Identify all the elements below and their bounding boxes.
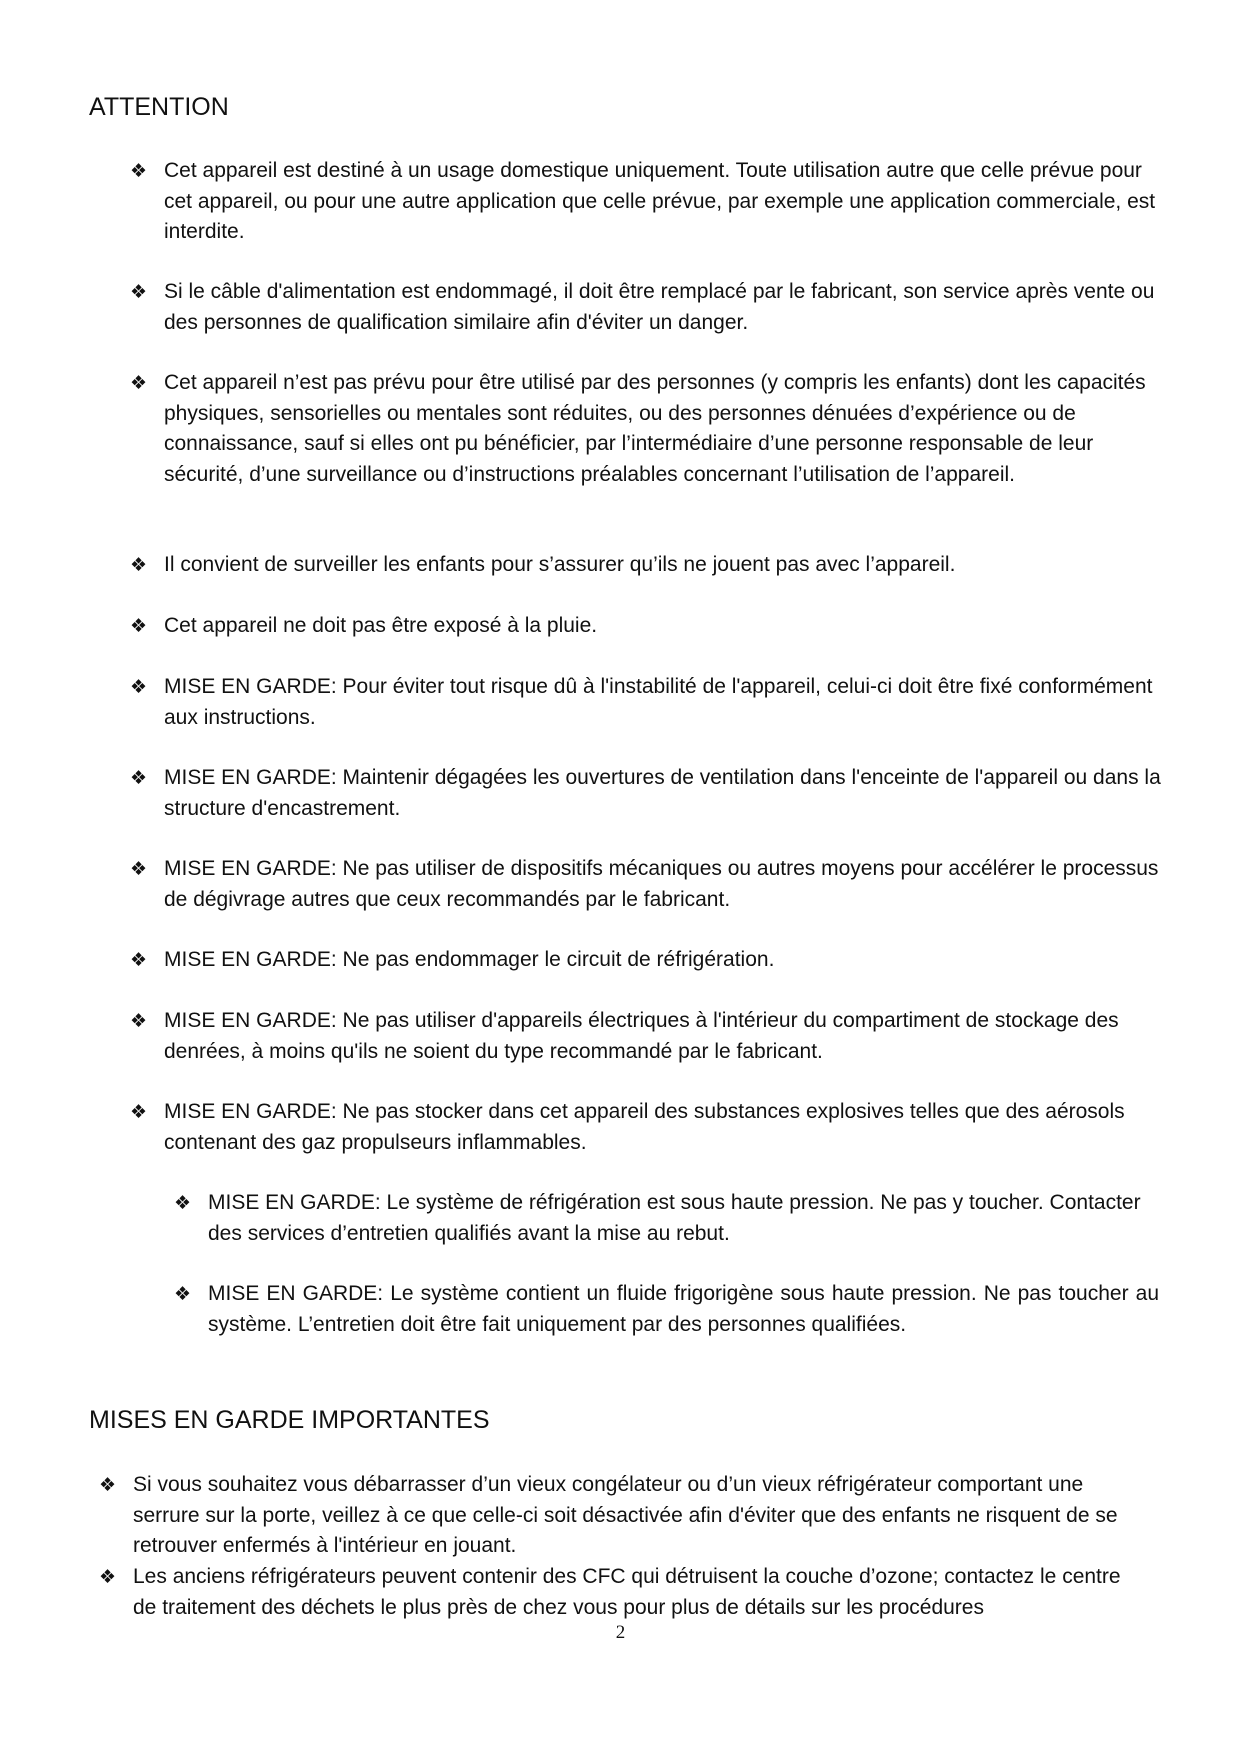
list-item-text: MISE EN GARDE: Ne pas endommager le circuit de réfrigération. (164, 948, 775, 971)
list-item-text: MISE EN GARDE: Maintenir dégagées les ouvertures de ventilation dans l'enceinte de l'appareil ou dans la structure d'encastrement. (164, 766, 1161, 820)
list-item-text: MISE EN GARDE: Pour éviter tout risque dû à l'instabilité de l'appareil, celui-ci doit être fixé conformément aux instructions. (164, 675, 1153, 729)
list-item-text: MISE EN GARDE: Ne pas utiliser d'appareils électriques à l'intérieur du compartiment de stockage des denrées, à moins qu'ils ne soient du type recommandé par le fabricant. (164, 1009, 1119, 1063)
list-item (130, 672, 1175, 733)
nested-list-item (174, 1279, 1159, 1340)
diamond-bullet-icon: ❖ (130, 282, 148, 303)
list-item (130, 854, 1175, 915)
attention-heading: ATTENTION (89, 93, 229, 121)
diamond-bullet-icon: ❖ (130, 677, 148, 698)
page-number: 2 (615, 1622, 626, 1643)
list-item (130, 277, 1175, 338)
diamond-bullet-icon: ❖ (130, 768, 148, 789)
list-item-text: Cet appareil ne doit pas être exposé à la pluie. (164, 614, 598, 637)
diamond-bullet-icon: ❖ (130, 616, 148, 637)
diamond-bullet-icon: ❖ (99, 1567, 117, 1588)
list-item-text: Cet appareil est destiné à un usage domestique uniquement. Toute utilisation autre que celle prévue pour cet appareil, ou pour une autre application que celle prévue, par exemple une application commerciale, est interdite. (164, 159, 1156, 243)
important-warnings-heading: MISES EN GARDE IMPORTANTES (89, 1406, 490, 1434)
nested-list-item (174, 1188, 1159, 1249)
diamond-bullet-icon: ❖ (130, 373, 148, 394)
list-item (130, 550, 1175, 581)
list-item-text: MISE EN GARDE: Le système contient un fluide frigorigène sous haute pression. Ne pas toucher au système. L’entretien doit être fait uniquement par des personnes qualifiées. (208, 1282, 1159, 1336)
list-item-text: Si vous souhaitez vous débarrasser d’un vieux congélateur ou d’un vieux réfrigérateur comportant une serrure sur la porte, veillez à ce que celle-ci soit désactivée afin d'éviter que des enfants ne risquent de se retrouver enfermés à l'intérieur en jouant. (133, 1473, 1118, 1557)
list-item-text: MISE EN GARDE: Ne pas stocker dans cet appareil des substances explosives telles que des aérosols contenant des gaz propulseurs inflammables. (164, 1100, 1125, 1154)
diamond-bullet-icon: ❖ (130, 1102, 148, 1123)
diamond-bullet-icon: ❖ (130, 555, 148, 576)
diamond-bullet-icon: ❖ (130, 1011, 148, 1032)
list-item-text: MISE EN GARDE: Le système de réfrigération est sous haute pression. Ne pas y toucher. Contacter des services d’entretien qualifiés avant la mise au rebut. (208, 1191, 1141, 1245)
list-item (130, 611, 1175, 642)
diamond-bullet-icon: ❖ (174, 1193, 192, 1214)
diamond-bullet-icon: ❖ (174, 1284, 192, 1305)
list-item (130, 763, 1175, 824)
diamond-bullet-icon: ❖ (130, 859, 148, 880)
list-item-text: Si le câble d'alimentation est endommagé, il doit être remplacé par le fabricant, son service après vente ou des personnes de qualification similaire afin d'éviter un danger. (164, 280, 1155, 334)
list-item-text: MISE EN GARDE: Ne pas utiliser de dispositifs mécaniques ou autres moyens pour accélérer le processus de dégivrage autres que ceux recommandés par le fabricant. (164, 857, 1159, 911)
list-item (130, 1006, 1175, 1067)
diamond-bullet-icon: ❖ (99, 1475, 117, 1496)
list-item (130, 368, 1175, 490)
list-item-text: Les anciens réfrigérateurs peuvent contenir des CFC qui détruisent la couche d’ozone; contactez le centre de traitement des déchets le plus près de chez vous pour plus de détails sur les procédures (133, 1565, 1121, 1619)
list-item-text: Cet appareil n’est pas prévu pour être utilisé par des personnes (y compris les enfants) dont les capacités physiques, sensorielles ou mentales sont réduites, ou des personnes dénuées d’expérience ou de connaissance, sauf si elles ont pu bénéficier, par l’intermédiaire d’une personne responsable de leur sécurité, d’une surveillance ou d’instructions préalables concernant l’utilisation de l’appareil. (164, 371, 1146, 486)
list-item (130, 156, 1175, 248)
diamond-bullet-icon: ❖ (130, 950, 148, 971)
list-item (130, 1097, 1175, 1158)
list-item (130, 945, 1175, 976)
list-item-text: Il convient de surveiller les enfants pour s’assurer qu’ils ne jouent pas avec l’appareil. (164, 553, 956, 576)
diamond-bullet-icon: ❖ (130, 161, 148, 182)
list-item (99, 1562, 1145, 1623)
list-item (99, 1470, 1145, 1562)
